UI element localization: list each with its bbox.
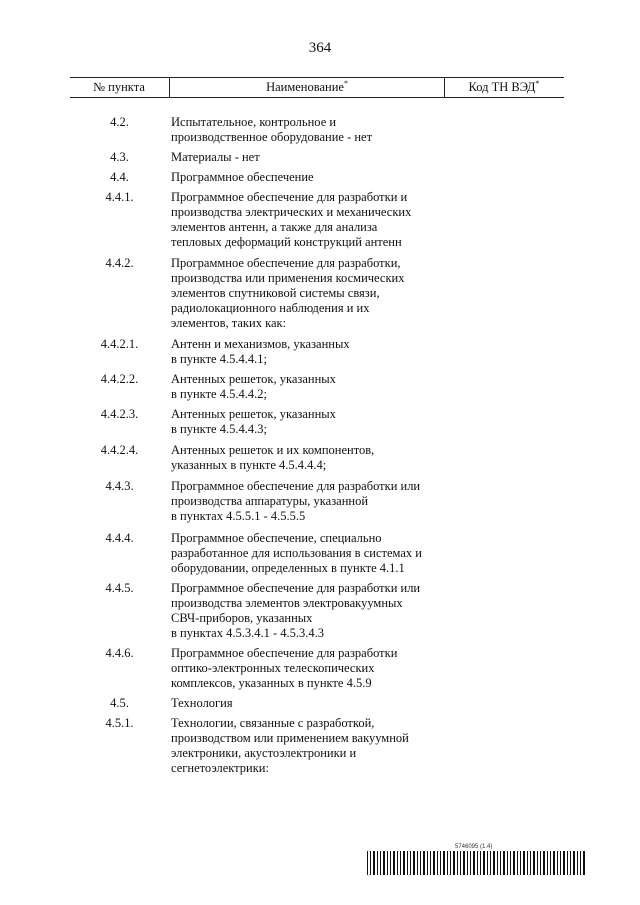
item-text bbox=[171, 407, 441, 437]
item-text-line: Антенных решеток и их компонентов, bbox=[171, 443, 375, 457]
item-text bbox=[171, 716, 441, 776]
item-number: 4.4.2.3. bbox=[100, 407, 139, 421]
item-text-line: в пунктах 4.5.5.1 - 4.5.5.5 bbox=[171, 509, 306, 523]
item-text-line: комплексов, указанных в пункте 4.5.9 bbox=[171, 676, 372, 690]
item-number: 4.5. bbox=[110, 696, 129, 710]
item-text bbox=[171, 443, 441, 473]
item-text-line: Технология bbox=[171, 696, 233, 710]
item-text bbox=[171, 372, 441, 402]
header-item-number: № пункта bbox=[93, 80, 145, 94]
item-text-line: Антенн и механизмов, указанных bbox=[171, 337, 350, 351]
item-text-line: указанных в пункте 4.5.4.4.4; bbox=[171, 458, 327, 472]
item-text-line: Программное обеспечение для разработки, bbox=[171, 256, 401, 270]
header-item-name: Наименование* bbox=[169, 78, 445, 97]
item-number: 4.3. bbox=[110, 150, 129, 164]
item-text-line: производственное оборудование - нет bbox=[171, 130, 373, 144]
header-item-code: Код ТН ВЭД* bbox=[468, 79, 540, 94]
item-number: 4.4.1. bbox=[105, 190, 134, 204]
item-text-line: Программное обеспечение для разработки и bbox=[171, 190, 408, 204]
item-text-line: Материалы - нет bbox=[171, 150, 260, 164]
item-text-line: в пункте 4.5.4.4.3; bbox=[171, 422, 267, 436]
item-text bbox=[171, 115, 441, 145]
item-text-line: элементов антенн, а также для анализа bbox=[171, 220, 378, 234]
item-number: 4.4.5. bbox=[105, 581, 134, 595]
item-text bbox=[171, 170, 441, 185]
item-text-line: Технологии, связанные с разработкой, bbox=[171, 716, 375, 730]
item-text-line: Антенных решеток, указанных bbox=[171, 407, 336, 421]
item-text-line: в пунктах 4.5.3.4.1 - 4.5.3.4.3 bbox=[171, 626, 325, 640]
item-number: 4.4.3. bbox=[105, 479, 134, 493]
barcode-icon bbox=[367, 851, 585, 875]
item-text-line: Программное обеспечение для разработки или bbox=[171, 479, 421, 493]
item-text-line: производством или применением вакуумной bbox=[171, 731, 409, 745]
item-text bbox=[171, 646, 441, 691]
item-text-line: оптико-электронных телескопических bbox=[171, 661, 375, 675]
item-text bbox=[171, 479, 441, 524]
item-text-line: элементов, таких как: bbox=[171, 316, 287, 330]
item-text-line: в пункте 4.5.4.4.1; bbox=[171, 352, 267, 366]
item-text-line: радиолокационного наблюдения и их bbox=[171, 301, 370, 315]
item-number: 4.4.4. bbox=[105, 531, 134, 545]
item-number: 4.4.6. bbox=[105, 646, 134, 660]
item-text-line: Испытательное, контрольное и bbox=[171, 115, 337, 129]
item-text-line: Программное обеспечение для разработки bbox=[171, 646, 398, 660]
item-text bbox=[171, 190, 441, 250]
item-text-line: производства элементов электровакуумных bbox=[171, 596, 403, 610]
item-text-line: производства или применения космических bbox=[171, 271, 405, 285]
item-text bbox=[171, 256, 441, 331]
item-text-line: элементов спутниковой системы связи, bbox=[171, 286, 380, 300]
item-text bbox=[171, 150, 441, 165]
item-text bbox=[171, 696, 441, 711]
item-text bbox=[171, 531, 441, 576]
item-text bbox=[171, 581, 441, 641]
item-text bbox=[171, 337, 441, 367]
item-text-line: сегнетоэлектрики: bbox=[171, 761, 269, 775]
item-text-line: Программное обеспечение bbox=[171, 170, 314, 184]
item-text-line: в пункте 4.5.4.4.2; bbox=[171, 387, 267, 401]
item-text-line: Антенных решеток, указанных bbox=[171, 372, 336, 386]
item-text-line: тепловых деформаций конструкций антенн bbox=[171, 235, 402, 249]
item-text-line: производства аппаратуры, указанной bbox=[171, 494, 369, 508]
item-number: 4.2. bbox=[110, 115, 129, 129]
item-number: 4.4.2. bbox=[105, 256, 134, 270]
item-text-line: производства электрических и механических bbox=[171, 205, 412, 219]
item-text-line: Программное обеспечение для разработки или bbox=[171, 581, 421, 595]
item-number: 4.4. bbox=[110, 170, 129, 184]
item-number: 4.4.2.2. bbox=[100, 372, 139, 386]
item-text-line: разработанное для использования в системах и bbox=[171, 546, 422, 560]
item-text-line: оборудовании, определенных в пункте 4.1.1 bbox=[171, 561, 405, 575]
page-number: 364 bbox=[308, 40, 332, 56]
item-number: 4.4.2.1. bbox=[100, 337, 139, 351]
document-code: 5746095 (1.4) bbox=[455, 844, 493, 850]
item-text-line: СВЧ-приборов, указанных bbox=[171, 611, 313, 625]
item-text-line: электроники, акустоэлектроники и bbox=[171, 746, 357, 760]
item-number: 4.5.1. bbox=[105, 716, 134, 730]
item-number: 4.4.2.4. bbox=[100, 443, 139, 457]
item-text-line: Программное обеспечение, специально bbox=[171, 531, 382, 545]
